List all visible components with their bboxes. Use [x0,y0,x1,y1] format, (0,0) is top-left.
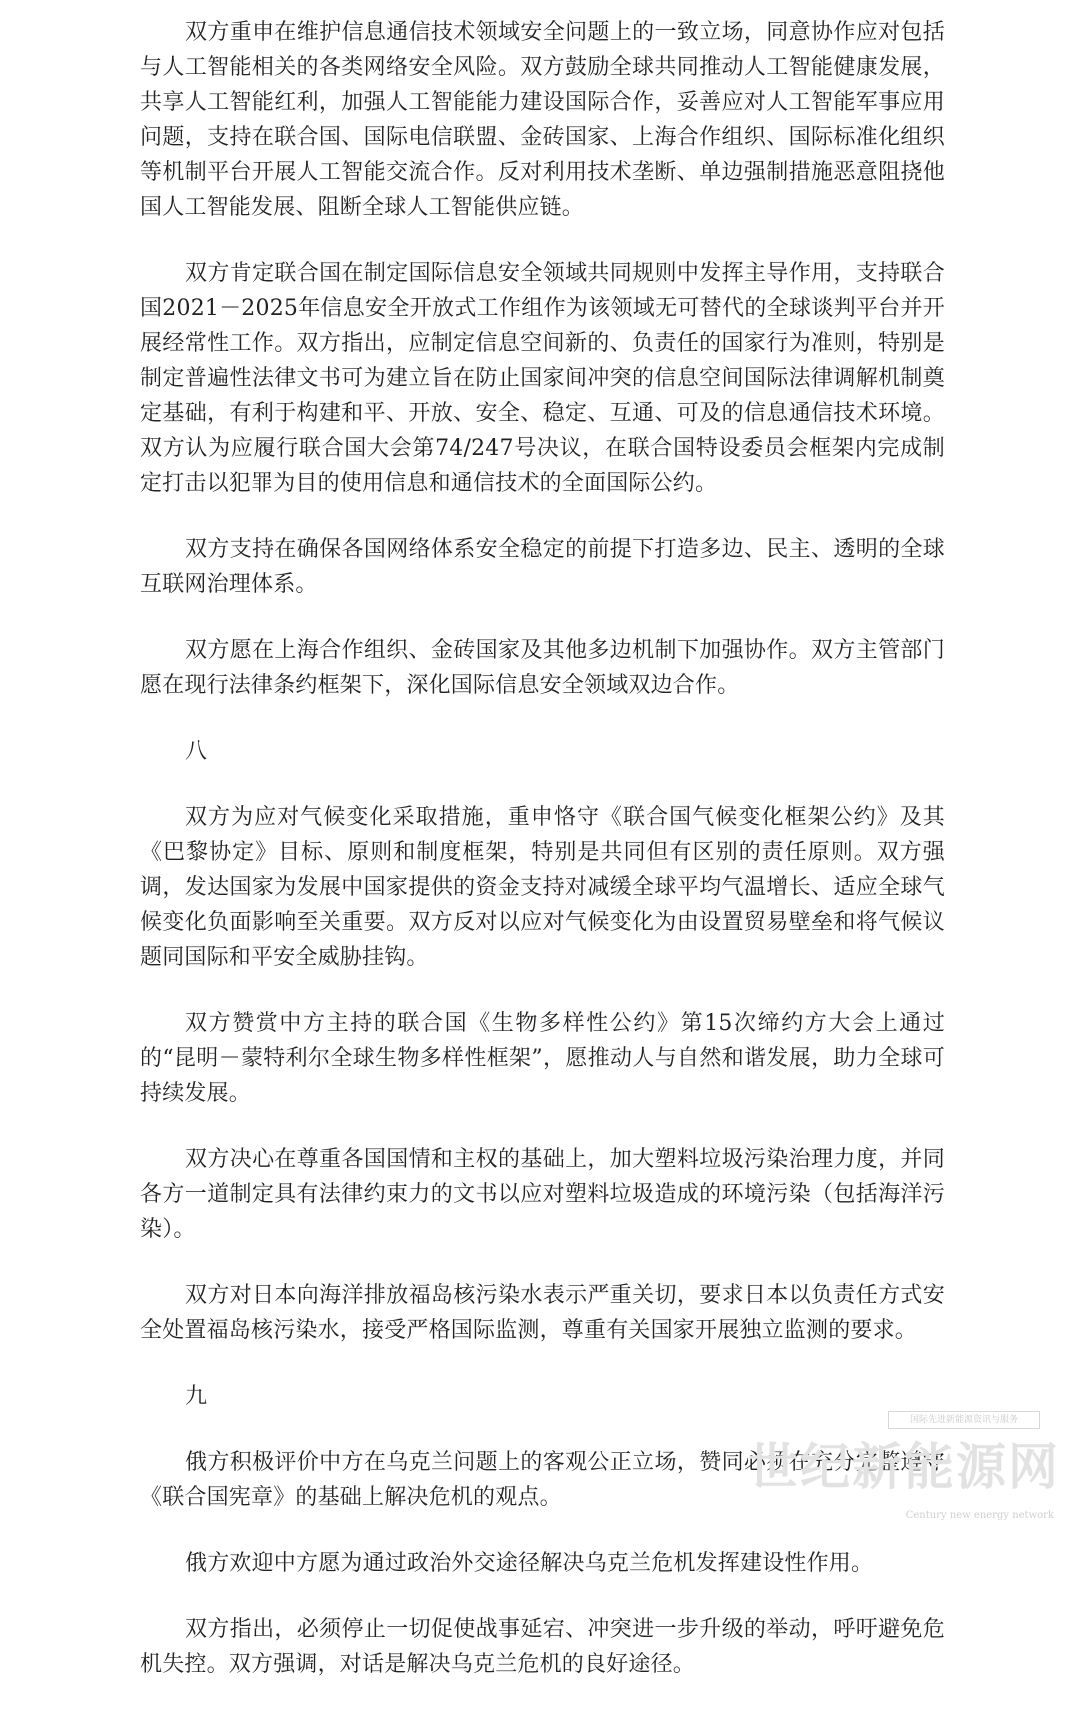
paragraph-internet-governance: 双方支持在确保各国网络体系安全稳定的前提下打造多边、民主、透明的全球互联网治理体系。 [140,537,945,597]
paragraph-multilateral-cooperation: 双方愿在上海合作组织、金砖国家及其他多边机制下加强协作。双方主管部门愿在现行法律条约框架下，深化国际信息安全领域双边合作。 [140,638,945,698]
section-heading-9: 九 [185,1384,208,1409]
paragraph-biodiversity: 双方赞赏中方主持的联合国《生物多样性公约》第15次缔约方大会上通过的“昆明－蒙特利尔全球生物多样性框架”，愿推动人与自然和谐发展，助力全球可持续发展。 [140,1011,945,1106]
paragraph-ukraine-position: 俄方积极评价中方在乌克兰问题上的客观公正立场，赞同必须在充分完整遵守《联合国宪章》的基础上解决危机的观点。 [140,1450,945,1510]
watermark-tagline: 国际先进新能源资讯与服务 [888,1411,1040,1429]
paragraph-ai-security: 双方重申在维护信息通信技术领域安全问题上的一致立场，同意协作应对包括与人工智能相关的各类网络安全风险。双方鼓励全球共同推动人工智能健康发展，共享人工智能红利，加强人工智能能力建设国际合作，妥善应对人工智能军事应用问题，支持在联合国、国际电信联盟、金砖国家、上海合作组织、国际标准化组织等机制平台开展人工智能交流合作。反对利用技术垄断、单边强制措施恶意阻挠他国人工智能发展、阻断全球人工智能供应链。 [140,20,945,220]
paragraph-un-info-security: 双方肯定联合国在制定国际信息安全领域共同规则中发挥主导作用，支持联合国2021－2025年信息安全开放式工作组作为该领域无可替代的全球谈判平台并开展经常性工作。双方指出，应制定信息空间新的、负责任的国家行为准则，特别是制定普遍性法律文书可为建立旨在防止国家间冲突的信息空间国际法律调解机制奠定基础，有利于构建和平、开放、安全、稳定、互通、可及的信息通信技术环境。双方认为应履行联合国大会第74/247号决议，在联合国特设委员会框架内完成制定打击以犯罪为目的使用信息和通信技术的全面国际公约。 [140,261,945,496]
paragraph-climate-change: 双方为应对气候变化采取措施，重申恪守《联合国气候变化框架公约》及其《巴黎协定》目标、原则和制度框架，特别是共同但有区别的责任原则。双方强调，发达国家为发展中国家提供的资金支持对减缓全球平均气温增长、适应全球气候变化负面影响至关重要。双方反对以应对气候变化为由设置贸易壁垒和将气候议题同国际和平安全威胁挂钩。 [140,805,945,970]
paragraph-plastic-pollution: 双方决心在尊重各国国情和主权的基础上，加大塑料垃圾污染治理力度，并同各方一道制定具有法律约束力的文书以应对塑料垃圾造成的环境污染（包括海洋污染）。 [140,1147,945,1242]
watermark-english-name: Century new energy network [905,1510,1054,1521]
paragraph-ukraine-dialogue: 双方指出，必须停止一切促使战事延宕、冲突进一步升级的举动，呼吁避免危机失控。双方强调，对话是解决乌克兰危机的良好途径。 [140,1617,945,1677]
paragraph-ukraine-diplomacy: 俄方欢迎中方愿为通过政治外交途径解决乌克兰危机发挥建设性作用。 [185,1551,874,1576]
watermark-logo [748,1411,1060,1521]
paragraph-fukushima: 双方对日本向海洋排放福岛核污染水表示严重关切，要求日本以负责任方式安全处置福岛核污染水，接受严格国际监测，尊重有关国家开展独立监测的要求。 [140,1283,945,1343]
section-heading-8: 八 [185,739,208,764]
watermark-site-name: 世纪新能源网 [748,1437,1060,1496]
